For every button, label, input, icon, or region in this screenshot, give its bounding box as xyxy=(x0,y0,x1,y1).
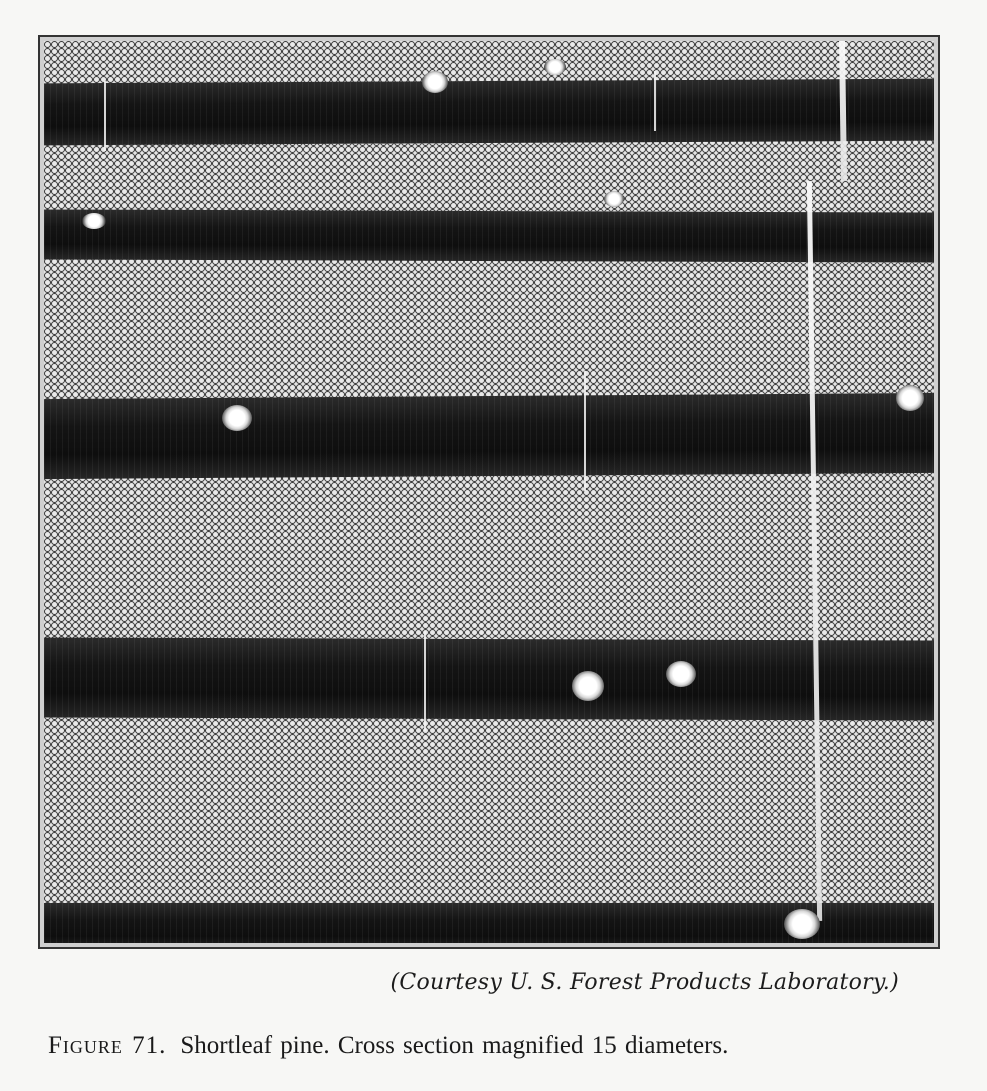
resin-duct xyxy=(82,213,106,229)
resin-duct xyxy=(896,385,924,411)
wood-ray xyxy=(424,631,426,731)
resin-duct xyxy=(666,661,696,687)
wood-ray xyxy=(104,81,106,151)
micrograph-image xyxy=(44,41,934,943)
figure-label: Figure 71. xyxy=(48,1032,167,1059)
radial-crack xyxy=(839,41,847,181)
latewood-band xyxy=(44,637,934,720)
resin-duct xyxy=(572,671,604,701)
resin-duct xyxy=(784,909,820,939)
latewood-band xyxy=(44,79,934,146)
resin-duct xyxy=(604,191,624,207)
resin-duct xyxy=(222,405,252,431)
figure-caption xyxy=(48,1032,728,1060)
resin-duct xyxy=(544,59,566,75)
wood-ray xyxy=(654,71,656,131)
radial-crack xyxy=(807,181,822,921)
latewood-band xyxy=(44,393,934,479)
figure-frame xyxy=(38,35,940,949)
resin-duct xyxy=(422,71,448,93)
latewood-band xyxy=(44,209,934,262)
figure-credit: (Courtesy U. S. Forest Products Laboratory.) xyxy=(390,970,899,995)
caption-text: Shortleaf pine. Cross section magnified 15 diameters. xyxy=(180,1032,729,1059)
wood-ray xyxy=(584,371,586,491)
